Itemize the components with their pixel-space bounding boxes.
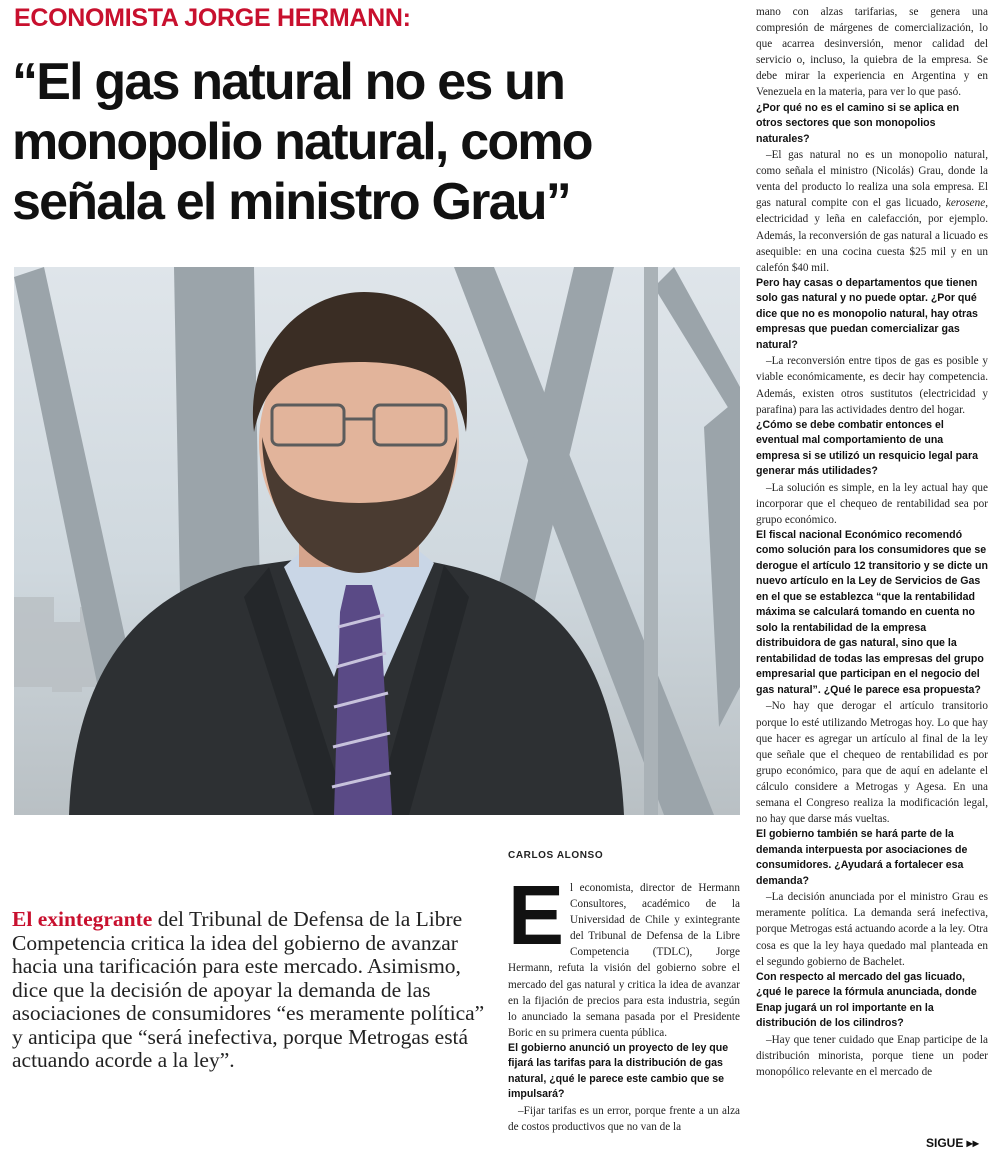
answer-2-part-2: , electricidad y leña en calefacción, por ejemplo. Además, la reconversión de gas natural a licuado es asequible: en una cocina cuesta $25 mil y en un calefón $40 mil.: [756, 197, 988, 274]
question-4: ¿Cómo se debe combatir entonces el eventual mal comportamiento de una empresa si se utilizó un resquicio legal para generar más utilidades?: [756, 418, 978, 478]
answer-2: [756, 147, 988, 276]
question-3: Pero hay casas o departamentos que tienen solo gas natural y no puede optar. ¿Por qué dice que no es monopolio natural, hay otras empresas que puedan comercializar gas natural?: [756, 276, 978, 351]
answer-3: –La reconversión entre tipos de gas es posible y viable económicamente, es decir hay competencia. Además, existen otros sustitutos (electricidad y parafina) para las actividades dentro del hogar.: [756, 355, 988, 416]
intro-paragraph: [508, 868, 740, 1041]
answer-1-end: mano con alzas tarifarias, se genera una compresión de márgenes de comercialización, lo que acarrea desinversión, menor calidad del servicio o, incluso, la quiebra de la empresa. Se debe mirar la experiencia en Argentina y en Venezuela en la materia, para ver lo que pasó.: [756, 6, 988, 99]
question-6: El gobierno también se hará parte de la demanda interpuesta por asociaciones de consumidores. ¿Ayudará a fortalecer esa demanda?: [756, 828, 968, 887]
body-column-2: [756, 4, 988, 1080]
body-column-1: [508, 868, 740, 1135]
intro-text: l economista, director de Hermann Consultores, académico de la Universidad de Chile y exintegrante del Tribunal de Defensa de la Libre Competencia (TDLC), Jorge Hermann, refuta la visión del gobierno sobre el mercado del gas natural y critica la idea de avanzar en la fijación de precios para esta industria, según lo anunciado la semana pasada por el Presidente Boric en su primera cuenta pública.: [508, 882, 740, 1039]
byline: CARLOS ALONSO: [508, 850, 604, 861]
question-5: El fiscal nacional Económico recomendó como solución para los consumidores que se derogue el artículo 12 transitorio y se dicte un nuevo artículo en la Ley de Servicios de Gas en el que se establezca “que la rentabilidad máxima se calculará tomando en cuenta no solo la rentabilidad de la empresa distribuidora de gas natural, sino que la rentabilidad de todas las empresas del grupo empresarial que participan en el negocio del gas natural”. ¿Qué le parece esa propuesta?: [756, 528, 988, 696]
article-kicker: ECONOMISTA JORGE HERMANN:: [14, 4, 411, 32]
portrait-photo: [14, 267, 740, 815]
answer-2-part-1: –El gas natural no es un monopolio natural, como señala el ministro (Nicolás) Grau, donde la venta del producto lo realiza una sola empresa. El gas natural compite con el gas licuado,: [756, 149, 988, 210]
question-2: ¿Por qué no es el camino si se aplica en otros sectores que son monopolios naturales?: [756, 101, 960, 145]
answer-2-kerosene: kerosene: [945, 197, 986, 210]
answer-6: –La decisión anunciada por el ministro Grau es meramente política. La demanda será inefectiva, porque Metrogas está actuando acorde a la ley. Otra cosa es que la ley haya quedado mal planteada en el segundo gobierno de Bachelet.: [756, 891, 988, 968]
lead-paragraph: [12, 908, 492, 1073]
drop-cap: E: [508, 868, 565, 962]
answer-4: –La solución es simple, en la ley actual hay que incorporar que el chequeo de rentabilidad sea por grupo económico.: [756, 481, 988, 526]
lead-text: del Tribunal de Defensa de la Libre Competencia critica la idea del gobierno de avanzar hacia una tarificación para este mercado. Asimismo, dice que la decisión de apoyar la demanda de las asociaciones de consumidores “es meramente política” y anticipa que “será inefectiva, porque Metrogas está actuando acorde a la ley”.: [12, 907, 485, 1072]
answer-1-start: –Fijar tarifas es un error, porque frente a un alza de costos productivos que no van de la: [508, 1104, 740, 1134]
article-headline: “El gas natural no es un monopolio natural, como señala el ministro Grau”: [12, 53, 592, 231]
lead-highlight: El exintegrante: [12, 907, 153, 931]
question-1: El gobierno anunció un proyecto de ley que fijará las tarifas para la distribución de gas natural, ¿qué le parece este cambio que se impulsará?: [508, 1041, 729, 1101]
question-7: Con respecto al mercado del gas licuado, ¿qué le parece la fórmula anunciada, donde Enap jugará un rol importante en la distribución de los cilindros?: [756, 970, 977, 1030]
answer-7: –Hay que tener cuidado que Enap participe de la distribución minorista, porque tiene un poder monopólico relevante en el mercado de: [756, 1033, 988, 1078]
answer-5: –No hay que derogar el artículo transitorio porque lo esté utilizando Metrogas hoy. Lo que hay que hacer es agregar un artículo al final de la ley que señale que el chequeo de rentabilidad es por grupo económico, para que de aquí en adelante el cálculo considere a Metrogas y Agesa. En una semana el Congreso realiza la modificación legal, no hay que darse más vueltas.: [756, 700, 988, 826]
continue-label: SIGUE ▸▸: [926, 1136, 979, 1150]
